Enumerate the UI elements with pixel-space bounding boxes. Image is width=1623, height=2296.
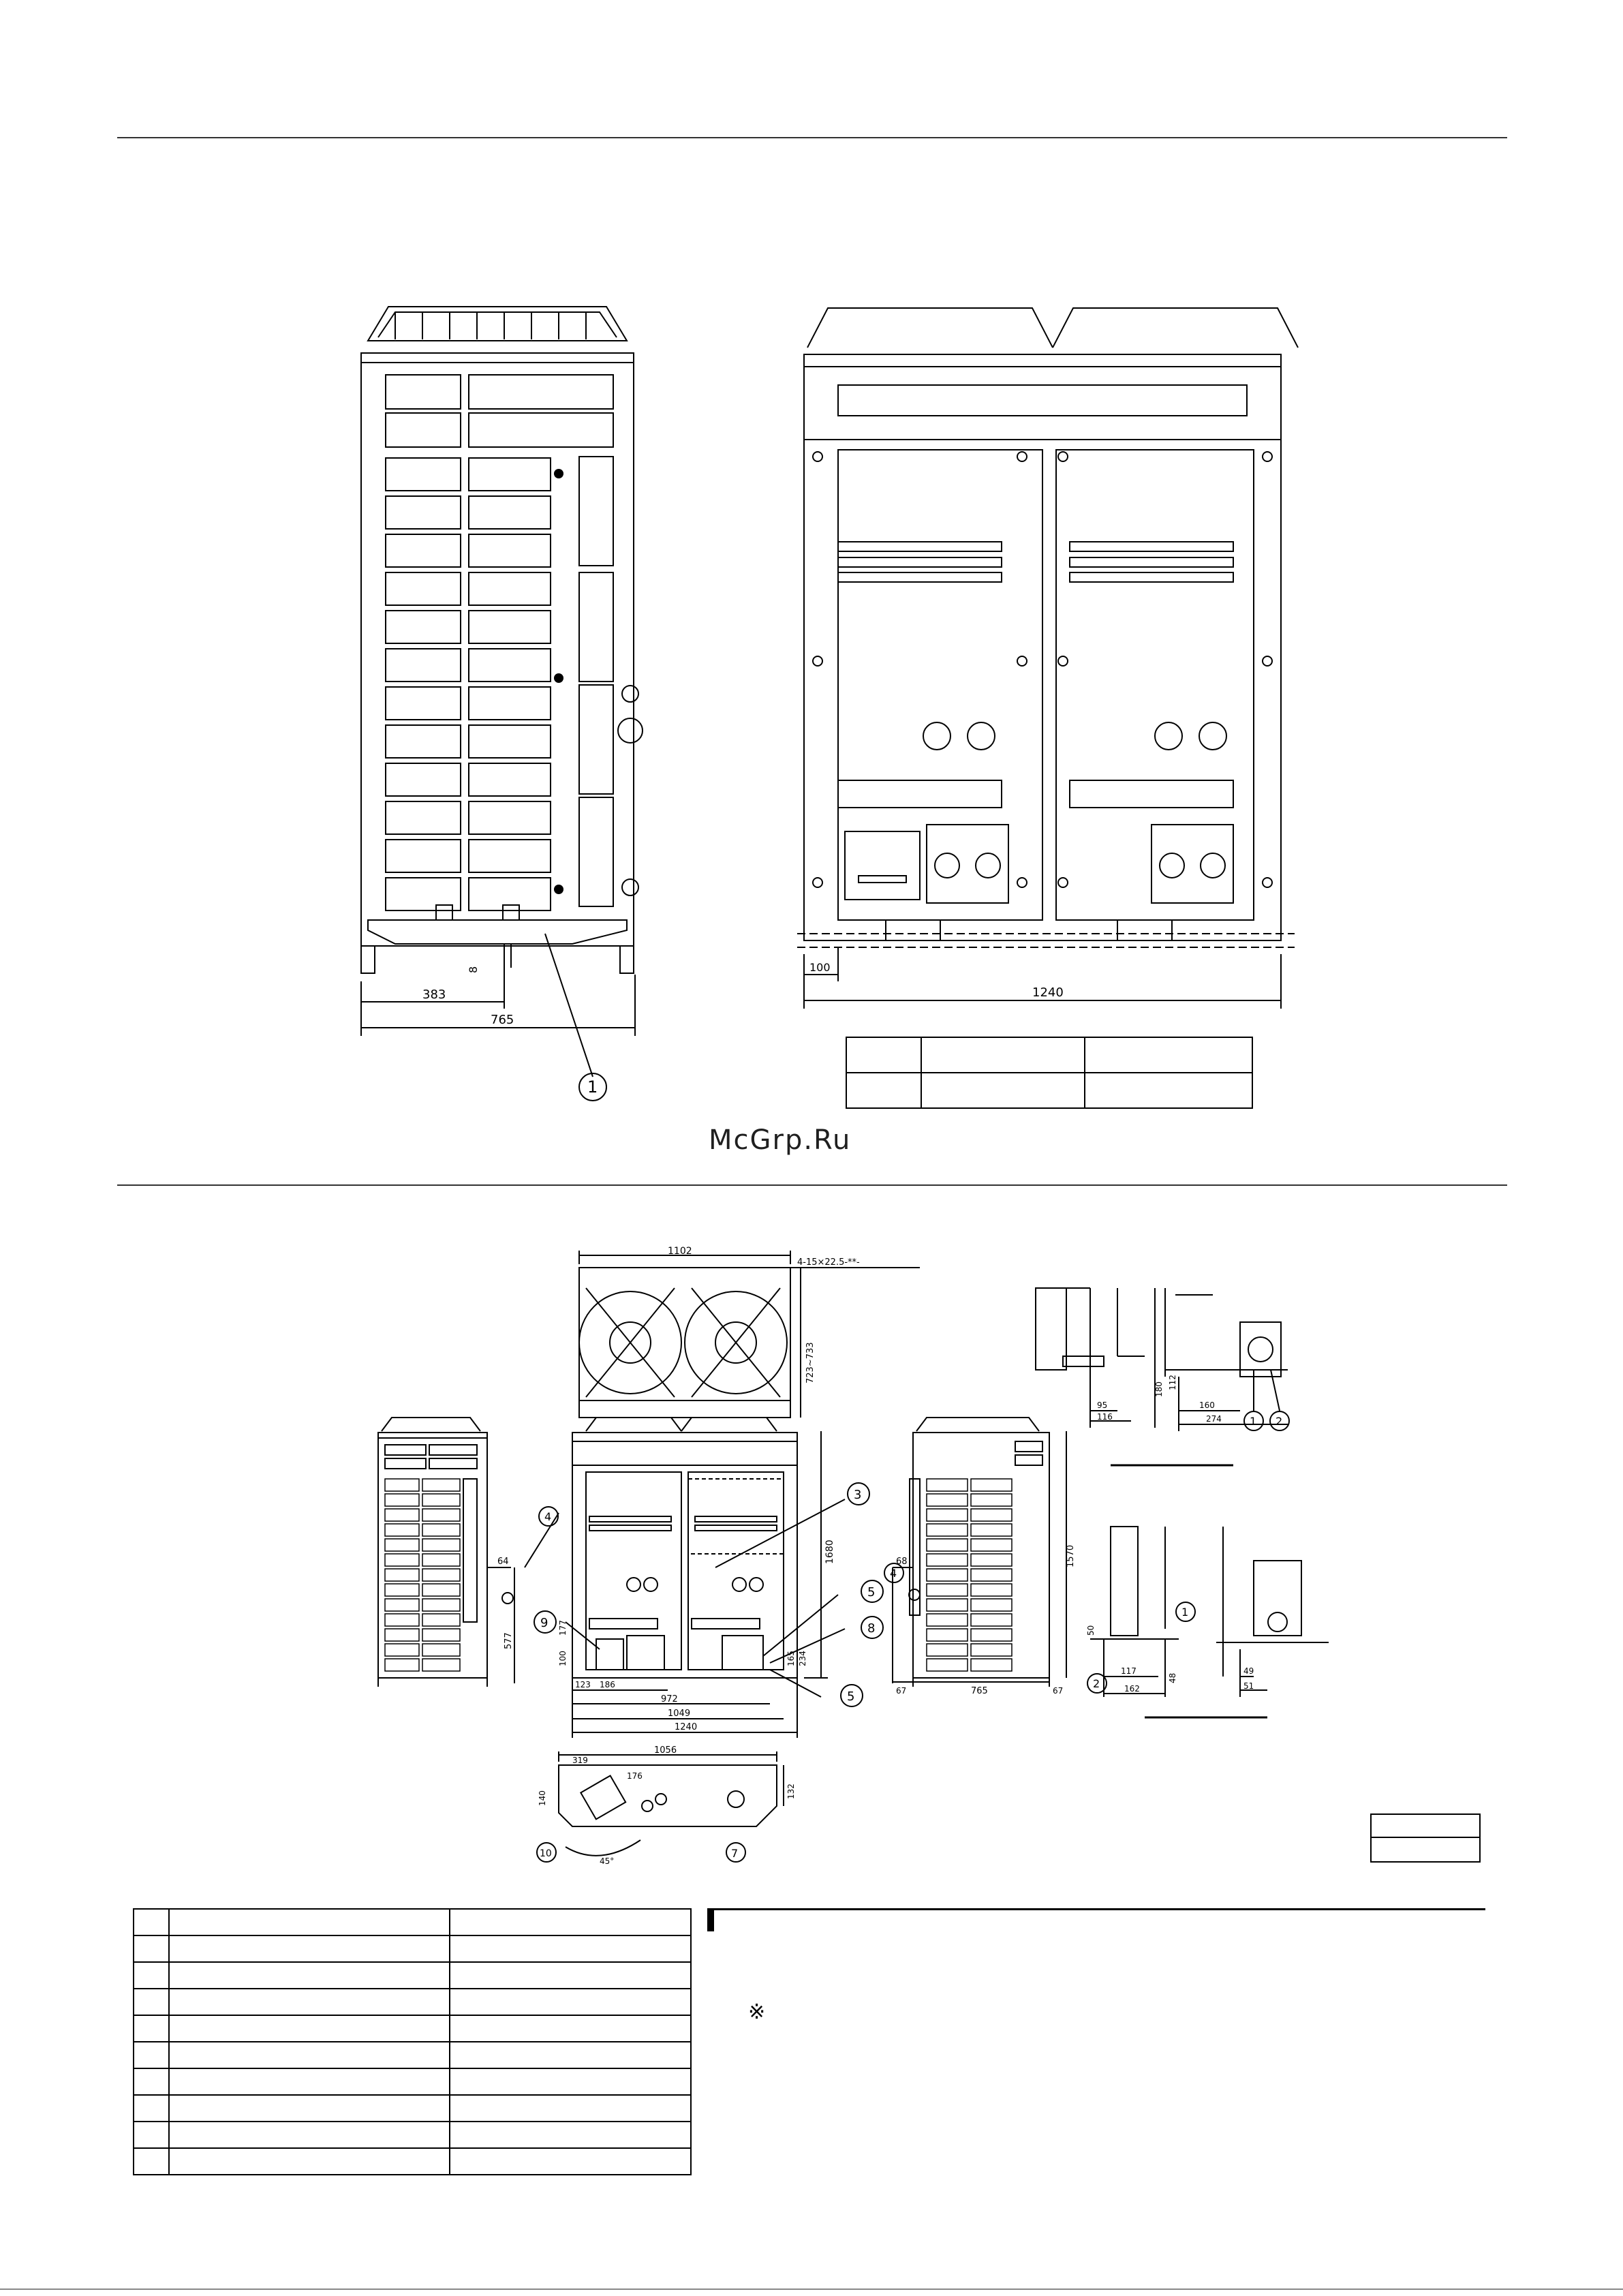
dim-1240: 1240 (1032, 985, 1064, 1000)
louver-panel (385, 1659, 419, 1671)
callout-2-upper: 2 (1276, 1415, 1283, 1428)
dim-765: 765 (491, 1013, 514, 1027)
dim-117: 117 (1121, 1666, 1137, 1676)
louver-panel (386, 611, 461, 643)
bottom-base-view (531, 1745, 818, 1895)
dim-112: 112 (1168, 1375, 1177, 1390)
dim-1570: 1570 (1066, 1544, 1076, 1567)
callout-1-lower: 1 (1181, 1606, 1189, 1619)
louver-panel (469, 649, 551, 682)
legend-box (1370, 1813, 1485, 1867)
louver-panel (385, 1494, 419, 1506)
dim-67-right: 67 (1053, 1686, 1064, 1696)
louver-panel (971, 1629, 1012, 1641)
louver-panel (469, 496, 551, 529)
dim-100: 100 (558, 1651, 568, 1666)
louver-panel (422, 1569, 460, 1581)
dim-723-733: 723~733 (805, 1342, 816, 1383)
dim-186: 186 (600, 1680, 615, 1689)
louver-panel (927, 1584, 968, 1596)
parts-table (133, 1908, 692, 2175)
dim-132: 132 (786, 1784, 796, 1799)
callout-10: 10 (540, 1848, 552, 1859)
louver-panel (469, 725, 551, 758)
louver-panel (971, 1554, 1012, 1566)
dim-165: 165 (786, 1651, 796, 1666)
bottom-left-side (368, 1411, 572, 1697)
callout-4-left: 4 (544, 1510, 552, 1523)
louver-panel (469, 534, 551, 567)
louver-panel (469, 801, 551, 834)
dim-68: 68 (896, 1557, 908, 1567)
louver-panel (971, 1659, 1012, 1671)
dim-67-left: 67 (896, 1686, 907, 1696)
dim-123: 123 (575, 1680, 591, 1689)
louver-panel (386, 458, 461, 491)
louver-panel (385, 1584, 419, 1596)
louver-panel (927, 1479, 968, 1491)
louver-panel (927, 1659, 968, 1671)
louver-panel (927, 1554, 968, 1566)
dim-116: 116 (1097, 1412, 1113, 1422)
dim-1049: 1049 (668, 1709, 691, 1719)
louver-panel (385, 1509, 419, 1521)
detail-upper (1029, 1281, 1370, 1465)
louver-panel (927, 1539, 968, 1551)
bottom-rule (0, 2289, 1623, 2290)
louver-panel (385, 1569, 419, 1581)
louver-panel (971, 1584, 1012, 1596)
louver-panel (927, 1614, 968, 1626)
louver-panel (385, 1524, 419, 1536)
louver-panel (385, 1479, 419, 1491)
bottom-front-view (559, 1411, 845, 1765)
dim-45: 45° (600, 1856, 615, 1866)
louver-panel (927, 1629, 968, 1641)
louver-panel (386, 649, 461, 682)
louver-panel (469, 840, 551, 872)
louver-panel (469, 572, 551, 605)
louver-panel (971, 1599, 1012, 1611)
louver-panel (422, 1479, 460, 1491)
top-front-view (797, 300, 1295, 1118)
dim-972: 972 (661, 1694, 678, 1704)
louver-panel (386, 801, 461, 834)
callout-9: 9 (540, 1616, 548, 1630)
top-rule (117, 137, 1507, 138)
louver-panel (386, 725, 461, 758)
callout-9-wrap (531, 1608, 559, 1636)
louver-panel (422, 1524, 460, 1536)
dim-162: 162 (1124, 1684, 1140, 1694)
detail-lower (1086, 1520, 1349, 1724)
dim-51: 51 (1243, 1681, 1254, 1691)
dim-319: 319 (572, 1756, 588, 1765)
louver-panel (386, 572, 461, 605)
louver-panel (971, 1479, 1012, 1491)
top-info-table (845, 1036, 1254, 1111)
dim-160: 160 (1199, 1400, 1215, 1410)
louver-panel (422, 1599, 460, 1611)
dim-1102: 1102 (668, 1246, 692, 1257)
dim-8: 8 (467, 966, 480, 973)
middle-rule (117, 1184, 1507, 1186)
louver-panel (971, 1644, 1012, 1656)
dim-1056: 1056 (654, 1745, 677, 1756)
dim-577: 577 (504, 1632, 514, 1649)
dim-48: 48 (1168, 1672, 1177, 1683)
louver-panel (422, 1554, 460, 1566)
dim-1240: 1240 (675, 1722, 698, 1732)
dim-50: 50 (1086, 1625, 1096, 1636)
louver-panel (422, 1509, 460, 1521)
louver-panel (422, 1614, 460, 1626)
louver-panel (422, 1659, 460, 1671)
dim-holes: 4-15×22.5-**- (797, 1257, 860, 1268)
notes-heading-bar (707, 1908, 714, 1931)
callout-6: 5 (867, 1585, 876, 1599)
dim-95: 95 (1097, 1400, 1108, 1410)
louver-panel (386, 496, 461, 529)
louver-panel (386, 687, 461, 720)
dim-140: 140 (538, 1790, 547, 1806)
callout-4-right: 4 (890, 1567, 897, 1580)
dim-64: 64 (497, 1557, 509, 1567)
louver-panel (971, 1509, 1012, 1521)
louver-panel (422, 1539, 460, 1551)
note-symbol: ※ (748, 2000, 766, 2024)
louver-panel (927, 1644, 968, 1656)
louver-panel (422, 1584, 460, 1596)
louver-panel (927, 1599, 968, 1611)
callout-1-upper: 1 (1250, 1415, 1257, 1428)
louver-panel (971, 1494, 1012, 1506)
louver-panel (385, 1614, 419, 1626)
louver-panel (971, 1614, 1012, 1626)
louver-panel (386, 840, 461, 872)
louver-panel (971, 1569, 1012, 1581)
louver-panel (385, 1539, 419, 1551)
dim-177: 177 (558, 1620, 568, 1636)
watermark: McGrp.Ru (709, 1124, 852, 1156)
callout-1: 1 (587, 1077, 598, 1097)
louver-panel (386, 534, 461, 567)
louver-panel (469, 687, 551, 720)
louver-panel (927, 1569, 968, 1581)
louver-panel (971, 1524, 1012, 1536)
callout-8: 8 (867, 1621, 876, 1636)
louver-panel (422, 1644, 460, 1656)
callout-5: 5 (847, 1689, 855, 1704)
dim-180: 180 (1154, 1381, 1164, 1397)
louver-panel (971, 1539, 1012, 1551)
louver-panel (927, 1494, 968, 1506)
bottom-top-view (566, 1247, 927, 1431)
louver-panel (385, 1629, 419, 1641)
notes-heading-rule (714, 1908, 1485, 1910)
dim-1680: 1680 (824, 1540, 835, 1564)
dim-765: 765 (971, 1686, 988, 1696)
louver-panel (422, 1494, 460, 1506)
louver-panel (469, 763, 551, 796)
louver-panel (385, 1599, 419, 1611)
dim-383: 383 (422, 988, 446, 1002)
louver-panel (469, 611, 551, 643)
dim-274: 274 (1206, 1414, 1222, 1424)
dim-234: 234 (798, 1651, 807, 1666)
louver-panel (385, 1644, 419, 1656)
louver-panel (385, 1554, 419, 1566)
callout-3: 3 (854, 1488, 862, 1502)
dim-49: 49 (1243, 1666, 1254, 1676)
callout-2-lower: 2 (1093, 1677, 1100, 1690)
dim-100: 100 (809, 961, 831, 974)
louver-panel (927, 1509, 968, 1521)
top-side-view (341, 300, 640, 1104)
louver-panel (386, 763, 461, 796)
louver-panel (422, 1629, 460, 1641)
dim-176: 176 (627, 1771, 643, 1781)
louver-panel (927, 1524, 968, 1536)
callout-7: 7 (731, 1847, 739, 1860)
louver-panel (469, 458, 551, 491)
